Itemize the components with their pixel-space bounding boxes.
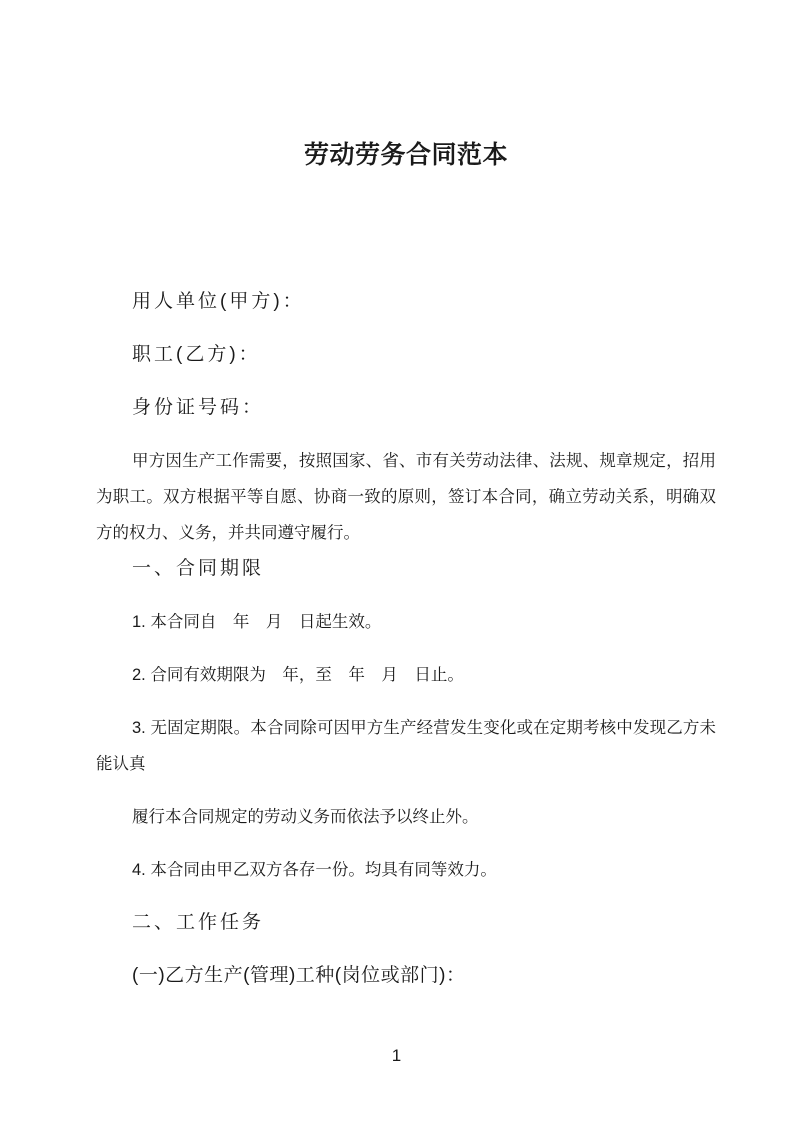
section-2-heading: 二、工作任务 [132,912,265,933]
section-1-clause-3: 3. 无固定期限。本合同除可因甲方生产经营发生变化或在定期考核中发现乙方未能认真 [96,719,716,773]
field-party-a: 用人单位(甲方)： [132,291,305,312]
section-1-clause-2: 2. 合同有效期限为 年，至 年 月 日止。 [132,666,464,684]
preamble-paragraph: 甲方因生产工作需要，按照国家、省、市有关劳动法律、法规、规章规定，招用为职工。双方根据平等自愿、协商一致的原则，签订本合同，确立劳动关系，明确双方的权力、义务，并共同遵守履行。 [96,452,716,542]
section-1-clause-4: 4. 本合同由甲乙双方各存一份。均具有同等效力。 [132,861,497,879]
section-1-heading: 一、合同期限 [132,558,265,579]
field-party-b: 职工(乙方)： [132,344,261,365]
page-number: 1 [391,1046,402,1065]
section-1-clause-1: 1. 本合同自 年 月 日起生效。 [132,613,382,631]
document-title: 劳动劳务合同范本 [303,141,508,169]
field-id-number: 身份证号码： [132,397,265,418]
section-1-clause-3-continuation: 履行本合同规定的劳动义务而依法予以终止外。 [132,808,479,826]
section-2-clause-1: (一)乙方生产(管理)工种(岗位或部门)： [132,965,466,986]
